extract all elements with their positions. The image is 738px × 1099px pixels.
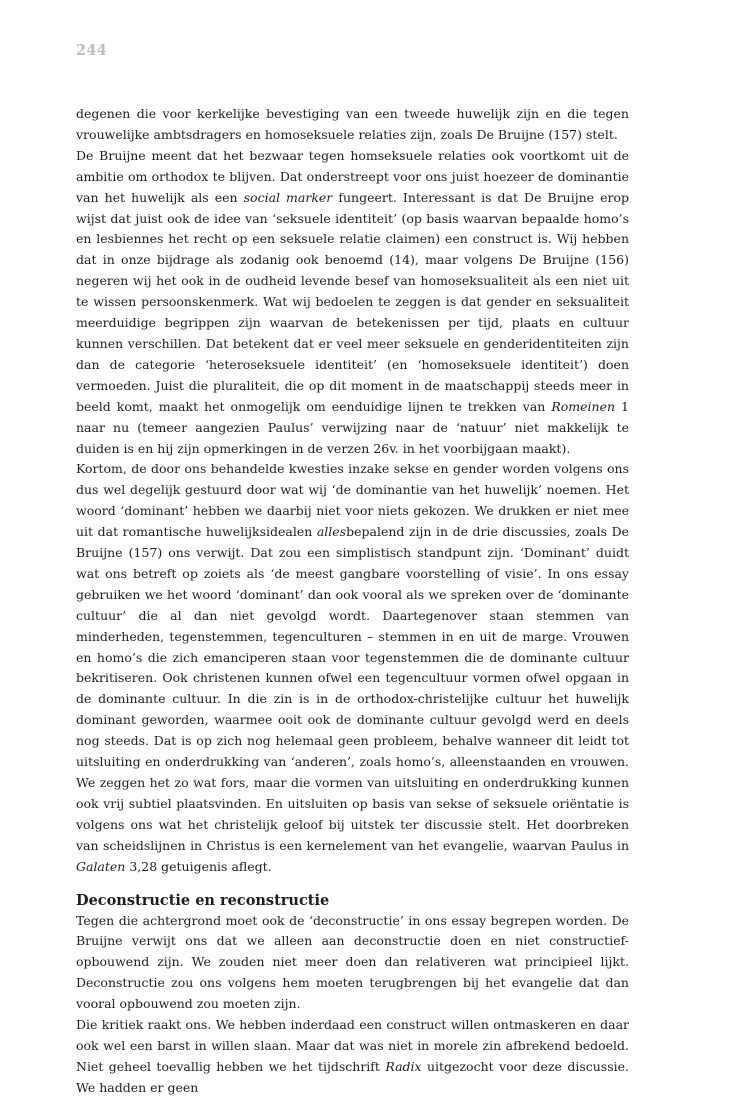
paragraph: De Bruijne meent dat het bezwaar tegen homseksuele relaties ook voortkomt uit de ambitie om orthodox te blijven. Dat onderstreept voor ons juist hoezeer de dominantie van het huwelijk als een social marker fungeert. Interessant is dat De Bruijne erop wijst dat juist ook de idee van ‘seksuele identiteit’ (op basis waarvan bepaalde homo’s en lesbiennes het recht op een seksuele relatie claimen) een construct is. Wij hebben dat in onze bijdrage als zodanig ook benoemd (14), maar volgens De Bruijne (156) negeren wij het ook in de oudheid levende besef van homoseksualiteit als een niet uit te wissen persoonskenmerk. Wat wij bedoelen te zeggen is dat gender en seksualiteit meerduidige begrippen zijn waarvan de betekenissen per tijd, plaats en cultuur kunnen verschillen. Dat betekent dat er veel meer seksuele en genderidentiteiten zijn dan de categorie ‘heteroseksuele identiteit’ (en ‘homoseksuele identiteit’) doen vermoeden. Juist die pluraliteit, die op dit moment in de maatschappij steeds meer in beeld komt, maakt het onmogelijk om eenduidige lijnen te trekken van Romeinen 1 naar nu (temeer aangezien Paulus’ verwijzing naar de ‘natuur’ niet makkelijk te duiden is en hij zijn opmerkingen in de verzen 26v. in het voorbijgaan maakt). [76, 147, 629, 456]
body-text [76, 104, 629, 1099]
page-number: 244 [76, 42, 108, 59]
italic-term: Romeinen [551, 398, 616, 414]
italic-term: Radix [385, 1058, 422, 1074]
paragraph: Die kritiek raakt ons. We hebben inderdaad een construct willen ontmaskeren en daar ook wel een barst in willen slaan. Maar dat was niet in morele zin afbrekend bedoeld. Niet geheel toevallig hebben we het tijdschrift Radix uitgezocht voor deze discussie. We hadden er geen [76, 1017, 630, 1095]
section-heading: Deconstructie en reconstructie [76, 891, 330, 909]
paragraph: Kortom, de door ons behandelde kwesties inzake sekse en gender worden volgens ons dus wel degelijk gestuurd door wat wij ‘de dominantie van het huwelijk’ noemen. Het woord ‘dominant’ hebben we daarbij niet voor niets gekozen. We drukken er niet mee uit dat romantische huwelijksidealen allesbepalend zijn in de drie discussies, zoals De Bruijne (157) ons verwijt. Dat zou een simplistisch standpunt zijn. ‘Dominant’ duidt wat ons betreft op zoiets als ‘de meest gangbare voorstelling of visie’. In ons essay gebruiken we het woord ‘dominant’ dan ook vooral als we spreken over de ‘dominante cultuur’ die al dan niet gevolgd wordt. Daartegenover staan stemmen van minderheden, tegenstemmen, tegenculturen – stemmen in en uit de marge. Vrouwen en homo’s die zich emanciperen staan voor tegenstemmen die de dominante cultuur bekritiseren. Ook christenen kunnen ofwel een tegencultuur vormen ofwel opgaan in de dominante cultuur. In die zin is in de orthodox-christelijke cultuur het huwelijk dominant geworden, waarmee ooit ook de dominante cultuur gevolgd werd en deels nog steeds. Dat is op zich nog helemaal geen probleem, behalve wanneer dit leidt tot uitsluiting en onderdrukking van ‘anderen’, zoals homo’s, alleenstaanden en vrouwen. We zeggen het zo wat fors, maar die vormen van uitsluiting en onderdrukking kunnen ook vrij subtiel plaatsvinden. En uitsluiten op basis van sekse of seksuele oriëntatie is volgens ons wat het christelijk geloof bij uitstek ter discussie stelt. Het doorbreken van scheidslijnen in Christus is een kernelement van het evangelie, waarvan Paulus in Galaten 3,28 getuigenis aflegt. [76, 461, 629, 874]
italic-term: social marker [243, 189, 333, 205]
paragraph: Tegen die achtergrond moet ook de ‘deconstructie’ in ons essay begrepen worden. De Bruijne verwijt ons dat we alleen aan deconstructie doen en niet constructief-opbouwend zijn. We zouden niet meer doen dan relativeren wat principieel lijkt. Deconstructie zou ons volgens hem moeten terugbrengen bij het evangelie dat dan vooral opbouwend zou moeten zijn. [76, 912, 629, 1012]
italic-term: alles [316, 524, 347, 540]
italic-term: Galaten [76, 858, 126, 874]
paragraph: degenen die voor kerkelijke bevestiging van een tweede huwelijk zijn en die tegen vrouwelijke ambtsdragers en homoseksuele relaties zijn, zoals De Bruijne (157) stelt. [76, 106, 629, 142]
